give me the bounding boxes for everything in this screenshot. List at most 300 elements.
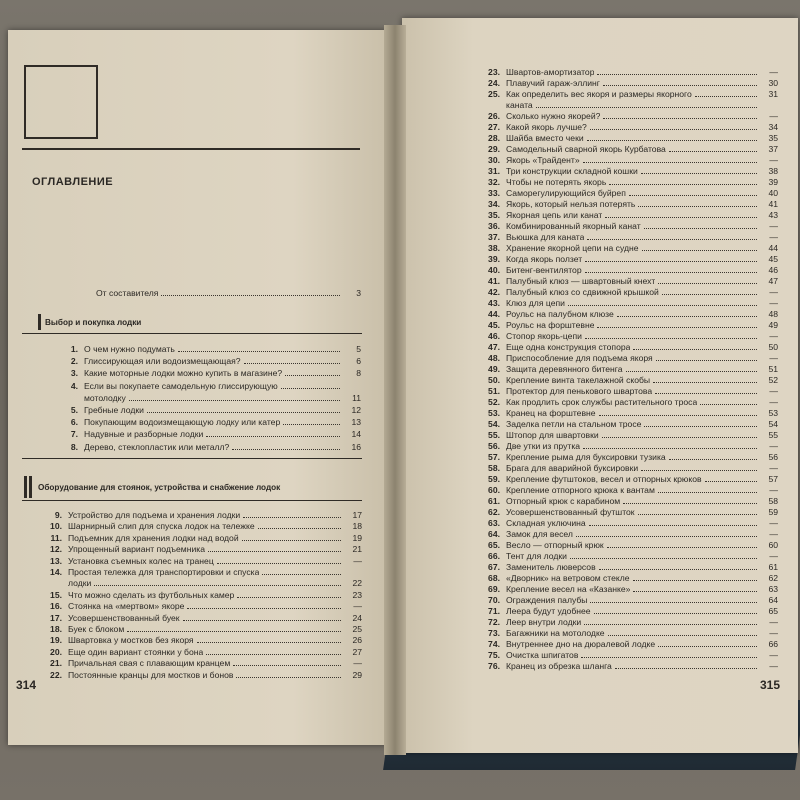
toc-row-number: 2.	[70, 356, 78, 367]
toc-row-text: Самодельный сварной якорь Курбатова	[506, 144, 666, 154]
toc-row-number: 12.	[50, 544, 62, 555]
toc-row-number: 40.	[488, 265, 500, 275]
toc-row-text: Стопор якорь-цепи	[506, 331, 582, 341]
toc-row-number: 17.	[50, 612, 62, 623]
toc-row	[478, 474, 778, 484]
section-rule	[22, 500, 362, 501]
page-title: ОГЛАВЛЕНИЕ	[32, 176, 114, 188]
toc-row	[478, 111, 778, 121]
toc-row	[478, 419, 778, 429]
toc-row-number: 57.	[488, 452, 500, 462]
leader-dots	[653, 382, 757, 383]
toc-row-number: 50.	[488, 375, 500, 385]
toc-row	[478, 78, 778, 88]
toc-row-text: Заделка петли на стальном тросе	[506, 419, 642, 429]
leader-dots	[187, 608, 341, 609]
toc-row-number: 70.	[488, 595, 500, 605]
toc-row	[478, 100, 778, 110]
leader-dots	[603, 85, 757, 86]
toc-row-number: 31.	[488, 166, 500, 176]
leader-dots	[585, 261, 757, 262]
toc-row	[40, 658, 362, 668]
toc-row	[478, 320, 778, 330]
toc-row-text: Какие моторные лодки можно купить в магазине?	[84, 368, 283, 379]
toc-row-page: 8	[356, 368, 361, 379]
toc-row-text: Замок для весел	[506, 529, 573, 539]
toc-row-text: Леер внутри лодки	[506, 617, 582, 627]
toc-row	[478, 518, 778, 528]
leader-dots	[602, 437, 757, 438]
toc-row-number: 30.	[488, 155, 500, 165]
leader-dots	[599, 569, 757, 570]
toc-row	[478, 584, 778, 594]
leader-dots	[594, 613, 757, 614]
toc-row-text: Кранец из обрезка шланга	[506, 661, 612, 671]
toc-row-text: Стоянка на «мертвом» якоре	[68, 601, 185, 612]
toc-row	[478, 210, 778, 220]
toc-row-text: Глиссирующая или водоизмещающая?	[84, 356, 241, 367]
toc-row	[478, 650, 778, 660]
toc-row-page: —	[769, 397, 778, 407]
leader-dots	[623, 503, 757, 504]
decorative-frame	[24, 65, 98, 139]
leader-dots	[206, 654, 341, 655]
toc-row-text: Тент для лодки	[506, 551, 567, 561]
toc-row	[478, 144, 778, 154]
toc-row-text: Якорь, который нельзя потерять	[506, 199, 636, 209]
leader-dots	[589, 525, 757, 526]
leader-dots	[590, 602, 757, 603]
leader-dots	[644, 426, 757, 427]
toc-row-number: 67.	[488, 562, 500, 572]
toc-row-number: 11.	[50, 532, 62, 543]
leader-dots	[583, 162, 757, 163]
toc-row-number: 29.	[488, 144, 500, 154]
header-rule	[22, 148, 360, 150]
leader-dots	[669, 459, 757, 460]
toc-row-text: Внутреннее дно на дюралевой лодке	[506, 639, 656, 649]
leader-dots	[633, 591, 757, 592]
toc-row	[40, 567, 362, 577]
leader-dots	[576, 536, 757, 537]
toc-row-number: 72.	[488, 617, 500, 627]
toc-row-number: 53.	[488, 408, 500, 418]
section-heading-2	[24, 476, 280, 498]
toc-row-page: 51	[768, 364, 778, 374]
toc-row-page: 43	[768, 210, 778, 220]
toc-row-text: Палубный клюз — швартовный кнехт	[506, 276, 656, 286]
leader-dots	[656, 360, 757, 361]
toc-row-text: Штопор для швартовки	[506, 430, 599, 440]
toc-row-text: Устройство для подъема и хранения лодки	[68, 510, 241, 520]
toc-row-text: Упрощенный вариант подъемника	[68, 544, 205, 555]
toc-row	[478, 122, 778, 132]
toc-row	[478, 232, 778, 242]
toc-row	[478, 496, 778, 506]
toc-row-number: 14.	[50, 567, 62, 577]
toc-row-text: Протектор для пенькового швартова	[506, 386, 653, 396]
leader-dots	[178, 351, 340, 352]
toc-row-text: Заменитель люверсов	[506, 562, 596, 572]
toc-row	[478, 628, 778, 638]
toc-row-number: 34.	[488, 199, 500, 209]
leader-dots	[615, 668, 757, 669]
toc-row	[478, 287, 778, 297]
toc-row-number: 59.	[488, 474, 500, 484]
leader-dots	[587, 239, 757, 240]
toc-row-page: 13	[351, 417, 361, 428]
toc-row-text: Крепление рыма для буксировки тузика	[506, 452, 666, 462]
toc-row-page: 58	[768, 496, 778, 506]
leader-dots	[608, 635, 757, 636]
toc-row-page: 62	[768, 573, 778, 583]
section-title: Оборудование для стоянок, устройства и снабжение лодок	[38, 482, 281, 492]
toc-row-number: 47.	[488, 342, 500, 352]
toc-row-number: 75.	[488, 650, 500, 660]
toc-row-text: Защита деревянного битенга	[506, 364, 623, 374]
leader-dots	[700, 404, 757, 405]
toc-row-number: 37.	[488, 232, 500, 242]
toc-row-number: 25.	[488, 89, 500, 99]
toc-row	[478, 265, 778, 275]
toc-row	[478, 155, 778, 165]
toc-row-number: 23.	[488, 67, 500, 77]
toc-row-page: 16	[351, 441, 361, 452]
toc-row-number: 13.	[50, 555, 62, 566]
toc-row	[478, 540, 778, 550]
toc-row	[56, 381, 361, 391]
toc-row	[478, 606, 778, 616]
toc-row	[40, 624, 362, 634]
leader-dots	[232, 449, 340, 450]
toc-row-page: —	[769, 221, 778, 231]
toc-row-text: Установка съемных колес на транец	[68, 555, 214, 566]
leader-dots	[642, 250, 757, 251]
toc-row	[478, 617, 778, 627]
toc-row	[478, 188, 778, 198]
toc-row-text: Комбинированный якорный канат	[506, 221, 641, 231]
toc-row-number: 32.	[488, 177, 500, 187]
toc-row	[56, 393, 361, 403]
leader-dots	[242, 540, 341, 541]
toc-row	[478, 661, 778, 671]
leader-dots	[583, 448, 757, 449]
toc-row-number: 46.	[488, 331, 500, 341]
leader-dots	[617, 316, 757, 317]
toc-row-number: 19.	[50, 635, 62, 646]
leader-dots	[258, 528, 341, 529]
toc-row-number: 62.	[488, 507, 500, 517]
leader-dots	[590, 129, 757, 130]
toc-row	[478, 397, 778, 407]
toc-row	[40, 635, 362, 645]
toc-row-number: 22.	[50, 669, 62, 680]
toc-row	[478, 89, 778, 99]
toc-row-text: Крепление футштоков, весел и отпорных крюков	[506, 474, 702, 484]
toc-row-number: 33.	[488, 188, 500, 198]
toc-row-number: 71.	[488, 606, 500, 616]
toc-row-number: 76.	[488, 661, 500, 671]
toc-row-page: 41	[768, 199, 778, 209]
toc-row-number: 7.	[70, 429, 78, 440]
toc-row-page: —	[769, 441, 778, 451]
toc-row-text: Швартовка у мостков без якоря	[68, 635, 194, 646]
leader-dots	[669, 151, 757, 152]
leader-dots	[633, 580, 757, 581]
toc-row	[40, 544, 362, 554]
toc-row-page: 66	[768, 639, 778, 649]
toc-row-page: 55	[768, 430, 778, 440]
leader-dots	[283, 424, 340, 425]
toc-row-page: 12	[351, 405, 361, 415]
toc-row	[478, 507, 778, 517]
toc-row-text: «Дворник» на ветровом стекле	[506, 573, 630, 583]
toc-row-number: 56.	[488, 441, 500, 451]
toc-row	[478, 309, 778, 319]
toc-row-page: 22	[352, 578, 362, 589]
toc-row-page: —	[769, 518, 778, 528]
toc-row-text: Чтобы не потерять якорь	[506, 177, 607, 187]
toc-row-number: 26.	[488, 111, 500, 121]
toc-row-page: 6	[356, 356, 361, 367]
toc-row-text: О чем нужно подумать	[84, 344, 175, 354]
toc-row-page: 21	[352, 544, 362, 555]
leader-dots	[605, 217, 757, 218]
section-rule	[22, 333, 362, 334]
toc-row	[478, 441, 778, 451]
toc-row-number: 10.	[50, 521, 62, 532]
toc-row-text: Складная уключина	[506, 518, 586, 528]
toc-row-number: 39.	[488, 254, 500, 264]
toc-row-number: 9.	[54, 510, 62, 520]
toc-row-number: 3.	[70, 368, 78, 379]
toc-row	[56, 368, 361, 378]
toc-row-text: лодки	[68, 578, 92, 589]
toc-row-number: 35.	[488, 210, 500, 220]
toc-row-page: 24	[352, 612, 362, 623]
toc-row-number: 24.	[488, 78, 500, 88]
section-marker-icon	[38, 314, 41, 330]
toc-row-page: —	[769, 463, 778, 473]
toc-row-number: 64.	[488, 529, 500, 539]
toc-row-number: 16.	[50, 601, 62, 612]
toc-row	[56, 417, 361, 427]
toc-row	[478, 529, 778, 539]
toc-row-page: —	[353, 555, 362, 566]
toc-row	[478, 166, 778, 176]
leader-dots	[585, 272, 757, 273]
toc-row-page: 59	[768, 507, 778, 517]
toc-row-text: Две утки из прутка	[506, 441, 581, 451]
toc-row-text: Как продлить срок службы растительного троса	[506, 397, 698, 407]
toc-row-number: 44.	[488, 309, 500, 319]
toc-row-text: Гребные лодки	[84, 405, 144, 415]
toc-row	[478, 375, 778, 385]
toc-row-text: мотолодку	[84, 392, 126, 403]
leader-dots	[236, 677, 341, 678]
toc-row-page: 45	[768, 254, 778, 264]
toc-row	[56, 356, 361, 366]
toc-row-page: —	[769, 386, 778, 396]
toc-row-text: Надувные и разборные лодки	[84, 429, 204, 440]
toc-row-page: 64	[768, 595, 778, 605]
toc-row	[478, 342, 778, 352]
toc-row-text: Леера будут удобнее	[506, 606, 591, 616]
toc-row-page: 50	[768, 342, 778, 352]
toc-row-text: Приспособление для подъема якоря	[506, 353, 653, 363]
toc-row-number: 55.	[488, 430, 500, 440]
toc-row-page: 19	[352, 532, 362, 543]
toc-row-page: 56	[768, 452, 778, 462]
toc-row-text: Якорная цепь или канат	[506, 210, 603, 220]
toc-row-number: 63.	[488, 518, 500, 528]
leader-dots	[638, 514, 757, 515]
toc-row-text: Кранец на форштевне	[506, 408, 596, 418]
toc-row-page: 5	[356, 344, 361, 354]
toc-row-number: 48.	[488, 353, 500, 363]
toc-row-number: 60.	[488, 485, 500, 495]
toc-row	[478, 364, 778, 374]
leader-dots	[603, 118, 757, 119]
toc-row-text: Багажники на мотолодке	[506, 628, 605, 638]
toc-row-text: Дерево, стеклопластик или металл?	[84, 441, 230, 452]
toc-row-number: 38.	[488, 243, 500, 253]
toc-row-text: Шарнирный слип для спуска лодок на тележке	[68, 521, 255, 532]
toc-row-text: Еще одна конструкция стопора	[506, 342, 631, 352]
toc-row-text: Хранение якорной цепи на судне	[506, 243, 639, 253]
leader-dots	[206, 436, 340, 437]
toc-row	[56, 405, 361, 415]
toc-row-number: 45.	[488, 320, 500, 330]
toc-row-number: 54.	[488, 419, 500, 429]
toc-row-text: Роульс на форштевне	[506, 320, 595, 330]
leader-dots	[585, 338, 757, 339]
leader-dots	[581, 657, 757, 658]
toc-row-number: 69.	[488, 584, 500, 594]
leader-dots	[658, 646, 757, 647]
toc-row	[40, 670, 362, 680]
toc-row	[40, 590, 362, 600]
toc-row-page: 48	[768, 309, 778, 319]
toc-row-text: Шайба вместо чеки	[506, 133, 584, 143]
toc-row-number: 8.	[70, 441, 78, 452]
leader-dots	[644, 228, 757, 229]
leader-dots	[161, 295, 340, 296]
toc-row-text: Крепление отпорного крюка к вантам	[506, 485, 655, 495]
leader-dots	[607, 547, 757, 548]
toc-row	[478, 133, 778, 143]
leader-dots	[237, 597, 341, 598]
toc-row-page: 40	[768, 188, 778, 198]
toc-row-page: —	[769, 331, 778, 341]
toc-row-text: Вьюшка для каната	[506, 232, 585, 242]
toc-row-text: Ограждения палубы	[506, 595, 588, 605]
toc-row-page: 65	[768, 606, 778, 616]
section-marker-icon	[24, 476, 27, 498]
toc-row	[478, 408, 778, 418]
toc-row-page: 18	[352, 521, 362, 532]
leader-dots	[147, 412, 340, 413]
leader-dots	[641, 173, 757, 174]
toc-row-text: Сколько нужно якорей?	[506, 111, 601, 121]
toc-row-page: —	[769, 287, 778, 297]
leader-dots	[244, 363, 340, 364]
toc-row-page: 14	[351, 429, 361, 440]
toc-row-page: 31	[768, 89, 778, 99]
leader-dots	[662, 294, 757, 295]
toc-row-page: —	[769, 485, 778, 495]
toc-row-text: Саморегулирующийся буйреп	[506, 188, 626, 198]
leader-dots	[584, 624, 757, 625]
toc-row-page: 63	[768, 584, 778, 594]
toc-row-number: 15.	[50, 589, 62, 600]
toc-row-number: 1.	[70, 344, 78, 354]
toc-row-number: 52.	[488, 397, 500, 407]
toc-row-page: 17	[352, 510, 362, 520]
toc-row-text: От составителя	[96, 288, 159, 298]
toc-row-text: Буек с блоком	[68, 624, 125, 634]
toc-row-page: —	[769, 232, 778, 242]
book-gutter	[384, 25, 406, 755]
toc-row	[56, 344, 361, 354]
leader-dots	[658, 283, 757, 284]
toc-row	[478, 276, 778, 286]
toc-row	[478, 298, 778, 308]
toc-row-page: —	[769, 353, 778, 363]
toc-row-number: 6.	[70, 417, 78, 428]
leader-dots	[233, 665, 341, 666]
toc-row-number: 20.	[50, 646, 62, 657]
toc-row-number: 42.	[488, 287, 500, 297]
toc-row	[478, 573, 778, 583]
toc-row	[40, 578, 362, 588]
leader-dots	[609, 184, 757, 185]
toc-row-page: 29	[352, 669, 362, 680]
leader-dots	[597, 327, 757, 328]
leader-dots	[127, 631, 341, 632]
toc-row-page: —	[353, 658, 362, 669]
leader-dots	[262, 574, 341, 575]
toc-row	[40, 613, 362, 623]
toc-row-page: —	[769, 298, 778, 308]
leader-dots	[638, 206, 757, 207]
page-number-left: 314	[16, 678, 37, 692]
toc-row	[478, 254, 778, 264]
toc-row-number: 21.	[50, 658, 62, 669]
toc-row-number: 66.	[488, 551, 500, 561]
toc-row-number: 4.	[70, 380, 78, 391]
section-rule	[22, 458, 362, 459]
toc-row-number: 61.	[488, 496, 500, 506]
toc-row	[40, 647, 362, 657]
toc-row-number: 51.	[488, 386, 500, 396]
leader-dots	[208, 551, 341, 552]
toc-row	[40, 533, 362, 543]
toc-row-text: Весло — отпорный крюк	[506, 540, 604, 550]
leader-dots	[655, 393, 757, 394]
toc-row-page: —	[353, 601, 362, 612]
toc-row-page: —	[769, 650, 778, 660]
toc-row-page: —	[769, 67, 778, 77]
toc-row-text: Как определить вес якоря и размеры якорного	[506, 89, 692, 99]
toc-row-preface	[96, 288, 361, 298]
toc-row-number: 36.	[488, 221, 500, 231]
toc-row-text: Какой якорь лучше?	[506, 122, 587, 132]
toc-row-text: Плавучий гараж-эллинг	[506, 78, 600, 88]
leader-dots	[641, 470, 757, 471]
toc-row-page: —	[769, 628, 778, 638]
toc-row	[56, 442, 361, 452]
